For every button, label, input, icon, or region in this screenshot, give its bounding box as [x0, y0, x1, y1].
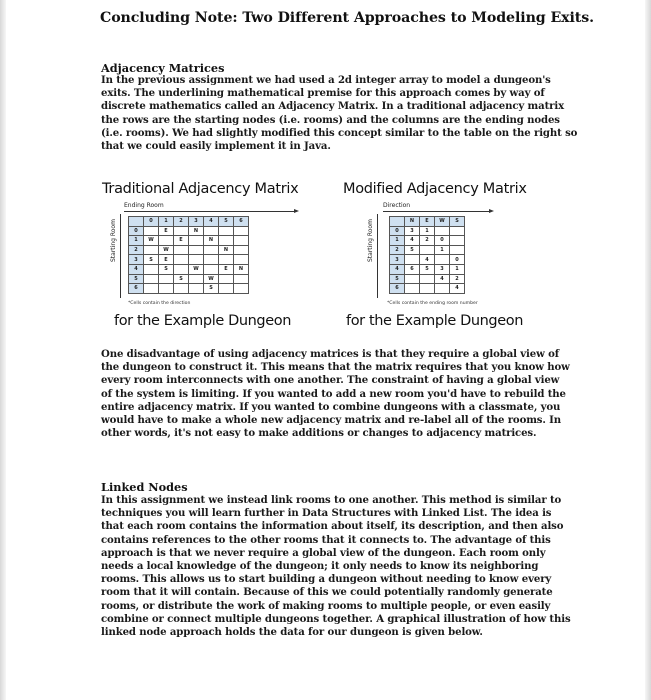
matrix-cell: S	[174, 274, 189, 284]
matrix-cell: 0	[435, 236, 450, 246]
matrix-cell	[219, 255, 234, 265]
page-shadow-left	[0, 0, 6, 700]
starting-room-axis-label: Starting Room	[367, 219, 374, 262]
matrix-cell	[219, 236, 234, 246]
matrix-header-cell	[129, 217, 144, 227]
matrix-cell: N	[234, 264, 249, 274]
modified-matrix-caption: for the Example Dungeon	[346, 313, 523, 329]
matrix-row	[129, 226, 249, 236]
matrix-row-header-cell: 2	[390, 245, 405, 255]
matrix-cell	[189, 255, 204, 265]
paragraph-line: approach is that we never require a global view of the dungeon. Each room only	[101, 546, 546, 559]
matrix-cell	[219, 284, 234, 294]
matrix-cell	[405, 255, 420, 265]
matrix-row-header-cell: 6	[390, 284, 405, 294]
paragraph-line: every room interconnects with one another. The constraint of having a global view	[101, 374, 560, 387]
matrix-cell: 5	[405, 245, 420, 255]
traditional-matrix-title: Traditional Adjacency Matrix	[102, 181, 299, 197]
matrix-cell	[435, 255, 450, 265]
matrix-cell	[234, 274, 249, 284]
matrix-row	[390, 255, 465, 265]
matrix-cell: 4	[420, 255, 435, 265]
matrix-row	[129, 245, 249, 255]
matrix-cell	[174, 226, 189, 236]
matrix-cell	[204, 226, 219, 236]
matrix-cell	[219, 226, 234, 236]
page-shadow-right	[645, 0, 651, 700]
matrix-cell: 0	[450, 255, 465, 265]
paragraph-line: In this assignment we instead link rooms to one another. This method is similar to	[101, 494, 562, 506]
matrix-cell: 3	[405, 226, 420, 236]
paragraph-line: One disadvantage of using adjacency matrices is that they require a global view of	[101, 348, 559, 360]
matrix-row	[390, 264, 465, 274]
matrix-cell: E	[159, 226, 174, 236]
matrix-cell	[144, 284, 159, 294]
matrix-cell: S	[144, 255, 159, 265]
matrix-cell	[144, 245, 159, 255]
paragraph-line: combine or connect multiple dungeons together. A graphical illustration of how this	[101, 612, 571, 625]
matrix-cell	[174, 255, 189, 265]
matrix-cell	[234, 226, 249, 236]
modified-matrix-title: Modified Adjacency Matrix	[343, 181, 527, 197]
modified-matrix-figure	[365, 200, 525, 312]
paragraph-line: the rows are the starting nodes (i.e. rooms) and the columns are the ending nodes	[101, 113, 560, 126]
matrix-cell: S	[159, 264, 174, 274]
matrix-row	[390, 245, 465, 255]
matrix-cell	[450, 226, 465, 236]
matrix-cell: 4	[435, 274, 450, 284]
paragraph-line: exits. The underlining mathematical premise for this approach comes by way of	[101, 87, 545, 100]
matrix-cell	[174, 264, 189, 274]
linked-nodes-paragraph	[101, 494, 571, 639]
paragraph-line: contains references to the other rooms that it connects to. The advantage of this	[101, 533, 551, 546]
paragraph-line: room that it will contain. Because of this we could potentially randomly generate	[101, 586, 553, 599]
matrix-cell: 1	[450, 264, 465, 274]
matrix-row-header-cell: 1	[390, 236, 405, 246]
arrowhead-icon	[294, 209, 299, 213]
ending-room-axis-label: Ending Room	[124, 202, 164, 209]
matrix-cell: W	[189, 264, 204, 274]
matrix-row	[129, 274, 249, 284]
matrix-row-header-cell: 2	[129, 245, 144, 255]
matrix-row-header-cell: 5	[390, 274, 405, 284]
traditional-footnote: *Cells contain the direction	[128, 301, 191, 306]
matrix-row-header-cell: 3	[390, 255, 405, 265]
matrix-cell: 4	[450, 284, 465, 294]
matrix-cell	[189, 236, 204, 246]
matrix-row	[390, 274, 465, 284]
matrix-cell	[204, 264, 219, 274]
matrix-cell	[144, 264, 159, 274]
matrix-cell	[189, 284, 204, 294]
paragraph-line: entire adjacency matrix. If you wanted to combine dungeons with a classmate, you	[101, 400, 561, 413]
matrix-cell	[159, 284, 174, 294]
matrix-row	[129, 236, 249, 246]
matrix-cell: 1	[435, 245, 450, 255]
matrix-row-header-cell: 5	[129, 274, 144, 284]
matrix-cell: 1	[420, 226, 435, 236]
paragraph-line: discrete mathematics called an Adjacency Matrix. In a traditional adjacency matrix	[101, 100, 564, 113]
matrix-cell: E	[159, 255, 174, 265]
paragraph-line: that each room contains the information about itself, its description, and then also	[101, 520, 564, 533]
paragraph-line: would have to make a whole new adjacency matrix and re-label all of the rooms. In	[101, 414, 562, 427]
matrix-cell	[189, 245, 204, 255]
matrix-header-cell: W	[435, 217, 450, 227]
matrix-header-cell: E	[420, 217, 435, 227]
matrix-header-row	[390, 217, 465, 227]
matrix-cell: 6	[405, 264, 420, 274]
paragraph-line: that we could easily implement it in Java.	[101, 140, 331, 153]
matrix-cell	[204, 245, 219, 255]
matrix-header-cell: 6	[234, 217, 249, 227]
matrix-cell	[234, 255, 249, 265]
paragraph-line: other words, it's not easy to make additions or changes to adjacency matrices.	[101, 427, 537, 440]
matrix-cell: S	[204, 284, 219, 294]
matrix-cell	[420, 284, 435, 294]
matrix-row-header-cell: 0	[390, 226, 405, 236]
matrix-header-cell: 0	[144, 217, 159, 227]
matrix-header-cell	[390, 217, 405, 227]
matrix-cell: 3	[435, 264, 450, 274]
matrix-cell	[420, 245, 435, 255]
matrix-cell	[234, 284, 249, 294]
matrix-row	[390, 226, 465, 236]
starting-room-axis-arrow	[377, 214, 378, 298]
matrix-row	[390, 284, 465, 294]
matrix-row	[129, 284, 249, 294]
matrix-cell: N	[219, 245, 234, 255]
adjacency-heading: Adjacency Matrices	[101, 61, 225, 75]
matrix-row	[390, 236, 465, 246]
matrix-row-header-cell: 1	[129, 236, 144, 246]
ending-room-axis-arrow	[124, 211, 296, 212]
modified-matrix-table	[389, 216, 465, 294]
matrix-cell	[405, 284, 420, 294]
starting-room-axis-label: Starting Room	[110, 219, 117, 262]
matrix-cell	[144, 274, 159, 284]
matrix-row-header-cell: 3	[129, 255, 144, 265]
matrix-header-cell: 1	[159, 217, 174, 227]
matrix-cell: 2	[420, 236, 435, 246]
matrix-header-cell: 2	[174, 217, 189, 227]
matrix-cell: E	[174, 236, 189, 246]
matrix-header-cell: 4	[204, 217, 219, 227]
matrix-cell	[159, 274, 174, 284]
starting-room-axis-arrow	[120, 214, 121, 298]
linked-nodes-heading: Linked Nodes	[101, 480, 188, 494]
matrix-row-header-cell: 4	[129, 264, 144, 274]
traditional-matrix-caption: for the Example Dungeon	[114, 313, 291, 329]
matrix-cell	[159, 236, 174, 246]
matrix-cell	[405, 274, 420, 284]
paragraph-line: In the previous assignment we had used a 2d integer array to model a dungeon's	[101, 74, 551, 86]
paragraph-line: needs a local knowledge of the dungeon; it only needs to know its neighboring	[101, 560, 539, 573]
traditional-matrix-table	[128, 216, 249, 294]
matrix-cell: E	[219, 264, 234, 274]
matrix-header-cell: N	[405, 217, 420, 227]
matrix-cell	[450, 236, 465, 246]
matrix-cell	[450, 245, 465, 255]
traditional-matrix-figure	[108, 200, 308, 312]
paragraph-line: of the system is limiting. If you wanted to add a new room you'd have to rebuild the	[101, 387, 566, 400]
direction-axis-arrow	[383, 211, 491, 212]
matrix-cell: W	[159, 245, 174, 255]
matrix-cell	[219, 274, 234, 284]
matrix-cell	[189, 274, 204, 284]
modified-footnote: *Cells contain the ending room number	[387, 301, 478, 306]
matrix-cell: 5	[420, 264, 435, 274]
matrix-row	[129, 264, 249, 274]
matrix-cell: 4	[405, 236, 420, 246]
matrix-cell	[435, 284, 450, 294]
matrix-row-header-cell: 6	[129, 284, 144, 294]
paragraph-line: techniques you will learn further in Data Structures with Linked List. The idea is	[101, 507, 552, 520]
matrix-cell	[174, 245, 189, 255]
matrix-cell	[144, 226, 159, 236]
matrix-cell	[420, 274, 435, 284]
adjacency-paragraph	[101, 74, 578, 153]
paragraph-line: rooms. This allows us to start building a dungeon without needing to know every	[101, 573, 552, 586]
matrix-cell: N	[189, 226, 204, 236]
matrix-header-row	[129, 217, 249, 227]
matrix-header-cell: 5	[219, 217, 234, 227]
paragraph-line: the dungeon to construct it. This means that the matrix requires that you know how	[101, 361, 570, 374]
matrix-row	[129, 255, 249, 265]
matrix-cell: W	[144, 236, 159, 246]
matrix-cell: 2	[450, 274, 465, 284]
matrix-cell: W	[204, 274, 219, 284]
disadvantage-paragraph	[101, 348, 570, 440]
matrix-row-header-cell: 4	[390, 264, 405, 274]
page-title: Concluding Note: Two Different Approaches to Modeling Exits.	[100, 10, 594, 26]
paragraph-line: rooms, or distribute the work of making rooms to multiple people, or even easily	[101, 599, 551, 612]
matrix-row-header-cell: 0	[129, 226, 144, 236]
direction-axis-label: Direction	[383, 202, 411, 209]
paragraph-line: (i.e. rooms). We had slightly modified this concept similar to the table on the right so	[101, 126, 578, 139]
matrix-header-cell: 3	[189, 217, 204, 227]
matrix-cell	[435, 226, 450, 236]
matrix-cell	[174, 284, 189, 294]
arrowhead-icon	[489, 209, 494, 213]
matrix-cell	[234, 236, 249, 246]
matrix-header-cell: S	[450, 217, 465, 227]
matrix-cell	[234, 245, 249, 255]
paragraph-line: linked node approach holds the data for our dungeon is given below.	[101, 626, 483, 639]
matrix-cell	[204, 255, 219, 265]
matrix-cell: N	[204, 236, 219, 246]
